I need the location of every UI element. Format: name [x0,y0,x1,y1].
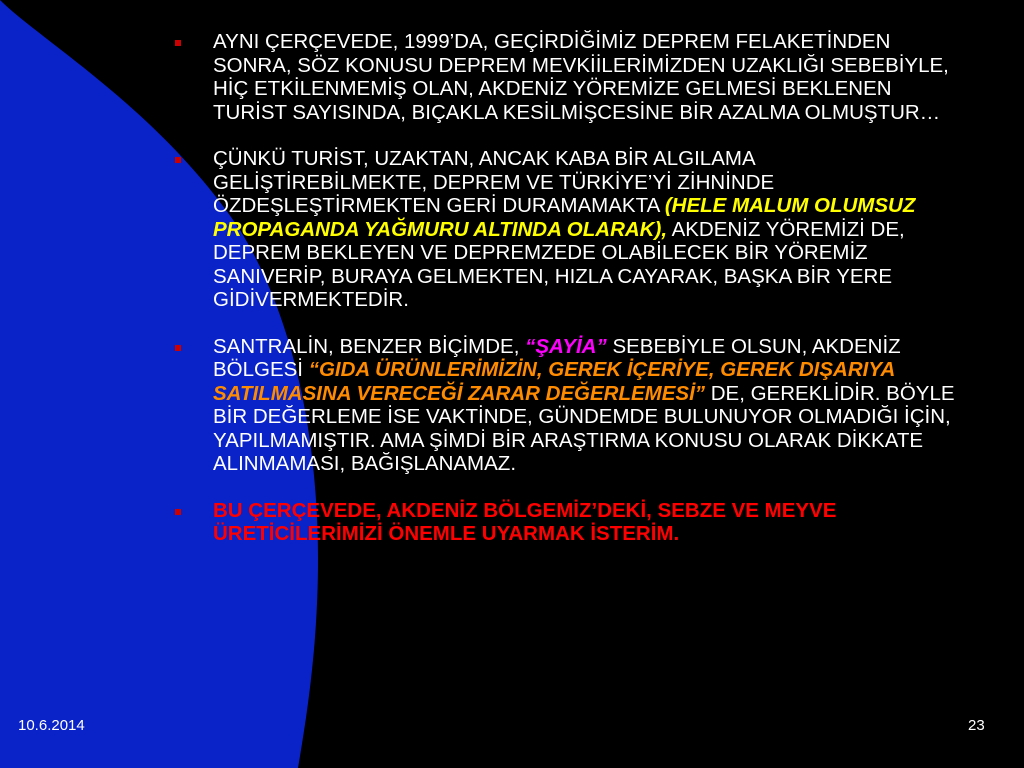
slide-number: 23 [968,717,985,734]
damage-assessment-emphasis: “GIDA ÜRÜNLERİMİZİN, GEREK İÇERİYE, GEREK DIŞARIYA SATILMASINA VERECEĞİ ZARAR DEĞERLEMESİ” [213,358,895,405]
bullet-item-2 [170,147,960,312]
bullet-text-end: DE, GEREKLİDİR. BÖYLE BİR DEĞERLEME İSE VAKTİNDE, GÜNDEMDE BULUNUYOR OLMADIĞI İÇİN, YAPILMAMIŞTIR. AMA ŞİMDİ BİR ARAŞTIRMA KONUSU OLARAK DİKKATE ALINMAMASI, BAĞIŞLANAMAZ. [213,381,955,475]
bullet-item-3 [170,335,960,476]
bullet-text: AYNI ÇERÇEVEDE, 1999’DA, GEÇİRDİĞİMİZ DEPREM FELAKETİNDEN SONRA, SÖZ KONUSU DEPREM MEVKİİLERİMİZDEN UZAKLIĞI SEBEBİYLE, HİÇ ETKİLENMEMİŞ OLAN, AKDENİZ YÖREMİZE GELMESİ BEKLENEN TURİST SAYISINDA, BIÇAKLA KESİLMİŞCESİNE BİR AZALMA OLMUŞTUR… [213,30,949,124]
bullet-square-icon [175,157,181,163]
bullet-text-end: AKDENİZ YÖREMİZİ DE, DEPREM BEKLEYEN VE DEPREMZEDE OLABİLECEK BİR YÖREMİZ SANIVERİP, BURAYA GELMEKTEN, HIZLA CAYARAK, BAŞKA BİR YERE GİDİVERMEKTEDİR. [213,217,905,311]
rumor-emphasis: “ŞAYİA” [525,334,607,358]
bullet-text-start: SANTRALİN, BENZER BİÇİMDE, [213,334,526,358]
bullet-square-icon [175,509,181,515]
warning-text: BU ÇERÇEVEDE, AKDENİZ BÖLGEMİZ’DEKİ, SEBZE VE MEYVE ÜRETİCİLERİMİZİ ÖNEMLE UYARMAK İSTERİM. [213,498,837,545]
propaganda-emphasis: (HELE MALUM OLUMSUZ PROPAGANDA YAĞMURU ALTINDA OLARAK), [213,194,916,241]
bullet-text [213,147,960,312]
bullet-text-middle: SEBEBİYLE OLSUN, AKDENİZ BÖLGESİ [213,334,901,381]
bullet-text-start: ÇÜNKÜ TURİST, UZAKTAN, ANCAK KABA BİR ALGILAMA GELİŞTİREBİLMEKTE, DEPREM VE TÜRKİYE’Yİ ZİHNİNDE ÖZDEŞLEŞTİRMEKTEN GERİ DURAMAMAKTA [213,147,775,217]
bullet-square-icon [175,345,181,351]
bullet-item-4 [170,499,960,546]
bullet-text [213,335,960,476]
bullet-item-1 [170,30,960,124]
bullet-list [170,30,960,546]
bullet-square-icon [175,40,181,46]
footer-date: 10.6.2014 [18,717,85,734]
